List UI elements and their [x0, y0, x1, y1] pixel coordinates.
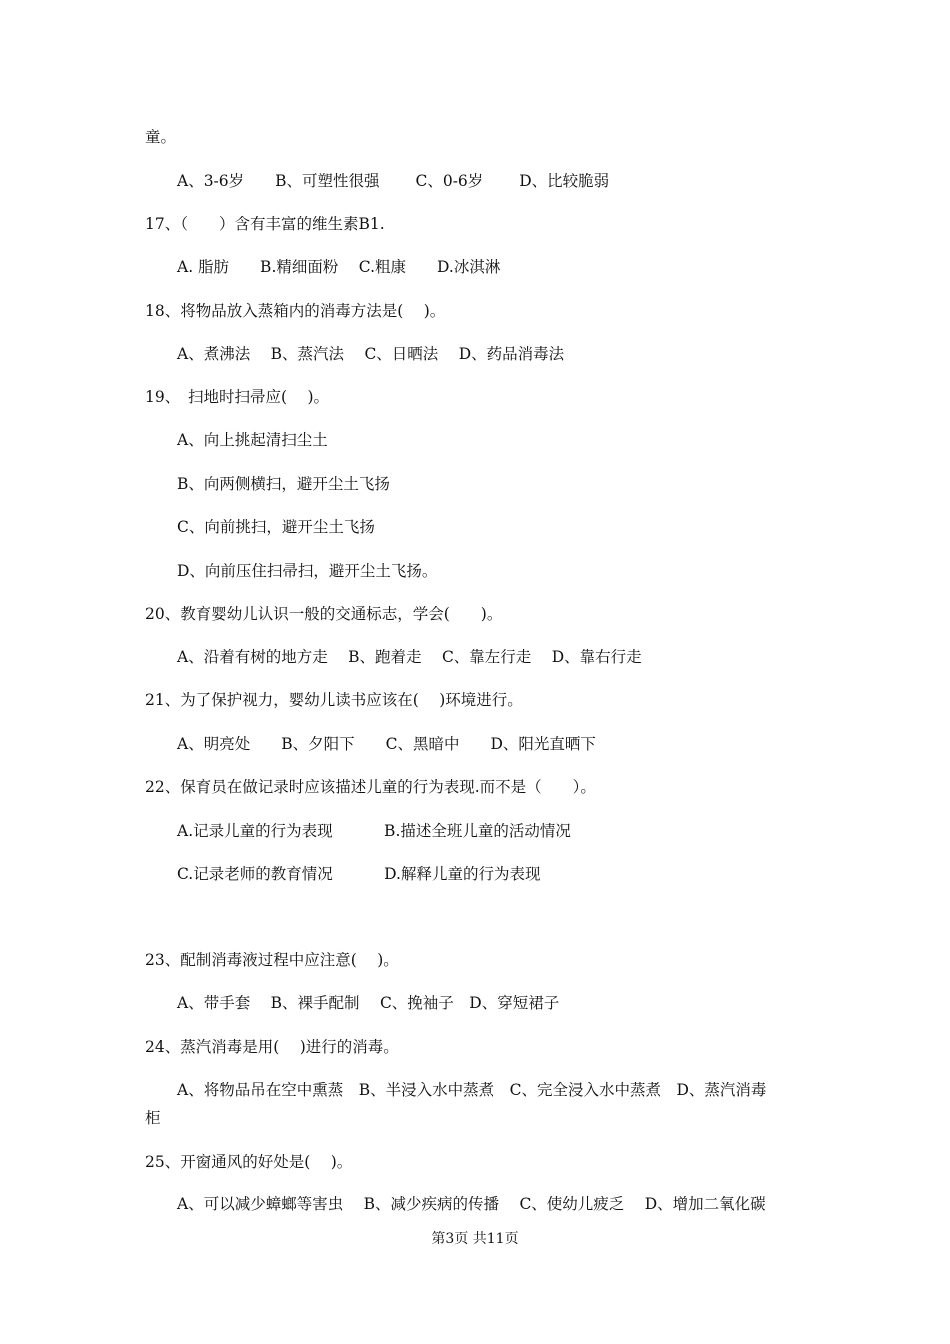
- question-25: 25、开窗通风的好处是( )。: [145, 1153, 353, 1171]
- option-line: C、向前挑扫，避开尘土飞扬: [177, 518, 375, 536]
- question-21: 21、为了保护视力，婴幼儿读书应该在( )环境进行。: [145, 691, 523, 709]
- option-line: A、煮沸法 B、蒸汽法 C、日晒法 D、药品消毒法: [177, 345, 565, 363]
- question-23: 23、配制消毒液过程中应注意( )。: [145, 951, 399, 969]
- option-line: C.记录老师的教育情况 D.解释儿童的行为表现: [177, 865, 541, 883]
- option-line: A、明亮处 B、夕阳下 C、黑暗中 D、阳光直晒下: [177, 735, 596, 753]
- option-line: A. 脂肪 B.精细面粉 C.粗康 D.冰淇淋: [177, 258, 501, 276]
- question-22: 22、保育员在做记录时应该描述儿童的行为表现.而不是（ ）。: [145, 778, 596, 796]
- option-line: D、向前压住扫帚扫，避开尘土飞扬。: [177, 562, 438, 580]
- option-line-wrap: 柜: [145, 1109, 161, 1127]
- question-20: 20、教育婴幼儿认识一般的交通标志，学会( )。: [145, 605, 503, 623]
- option-line: A、将物品吊在空中熏蒸 B、半浸入水中蒸煮 C、完全浸入水中蒸煮 D、蒸汽消毒: [177, 1081, 767, 1099]
- option-line: B、向两侧横扫，避开尘土飞扬: [177, 475, 390, 493]
- question-17: 17、（ ）含有丰富的维生素B1.: [145, 215, 385, 233]
- option-line: A.记录儿童的行为表现 B.描述全班儿童的活动情况: [177, 822, 571, 840]
- option-line: A、3-6岁 B、可塑性很强 C、0-6岁 D、比较脆弱: [177, 172, 610, 190]
- option-line: A、可以减少蟑螂等害虫 B、减少疾病的传播 C、使幼儿疲乏 D、增加二氧化碳: [177, 1195, 766, 1213]
- text-line: 童。: [145, 128, 177, 146]
- option-line: A、沿着有树的地方走 B、跑着走 C、靠左行走 D、靠右行走: [177, 648, 642, 666]
- question-18: 18、将物品放入蒸箱内的消毒方法是( )。: [145, 302, 446, 320]
- option-line: A、向上挑起清扫尘土: [177, 431, 328, 449]
- question-19: 19、 扫地时扫帚应( )。: [145, 388, 329, 406]
- question-24: 24、蒸汽消毒是用( )进行的消毒。: [145, 1038, 399, 1056]
- page-footer: 第3页 共11页: [431, 1231, 519, 1247]
- option-line: A、带手套 B、裸手配制 C、挽袖子 D、穿短裙子: [177, 994, 560, 1012]
